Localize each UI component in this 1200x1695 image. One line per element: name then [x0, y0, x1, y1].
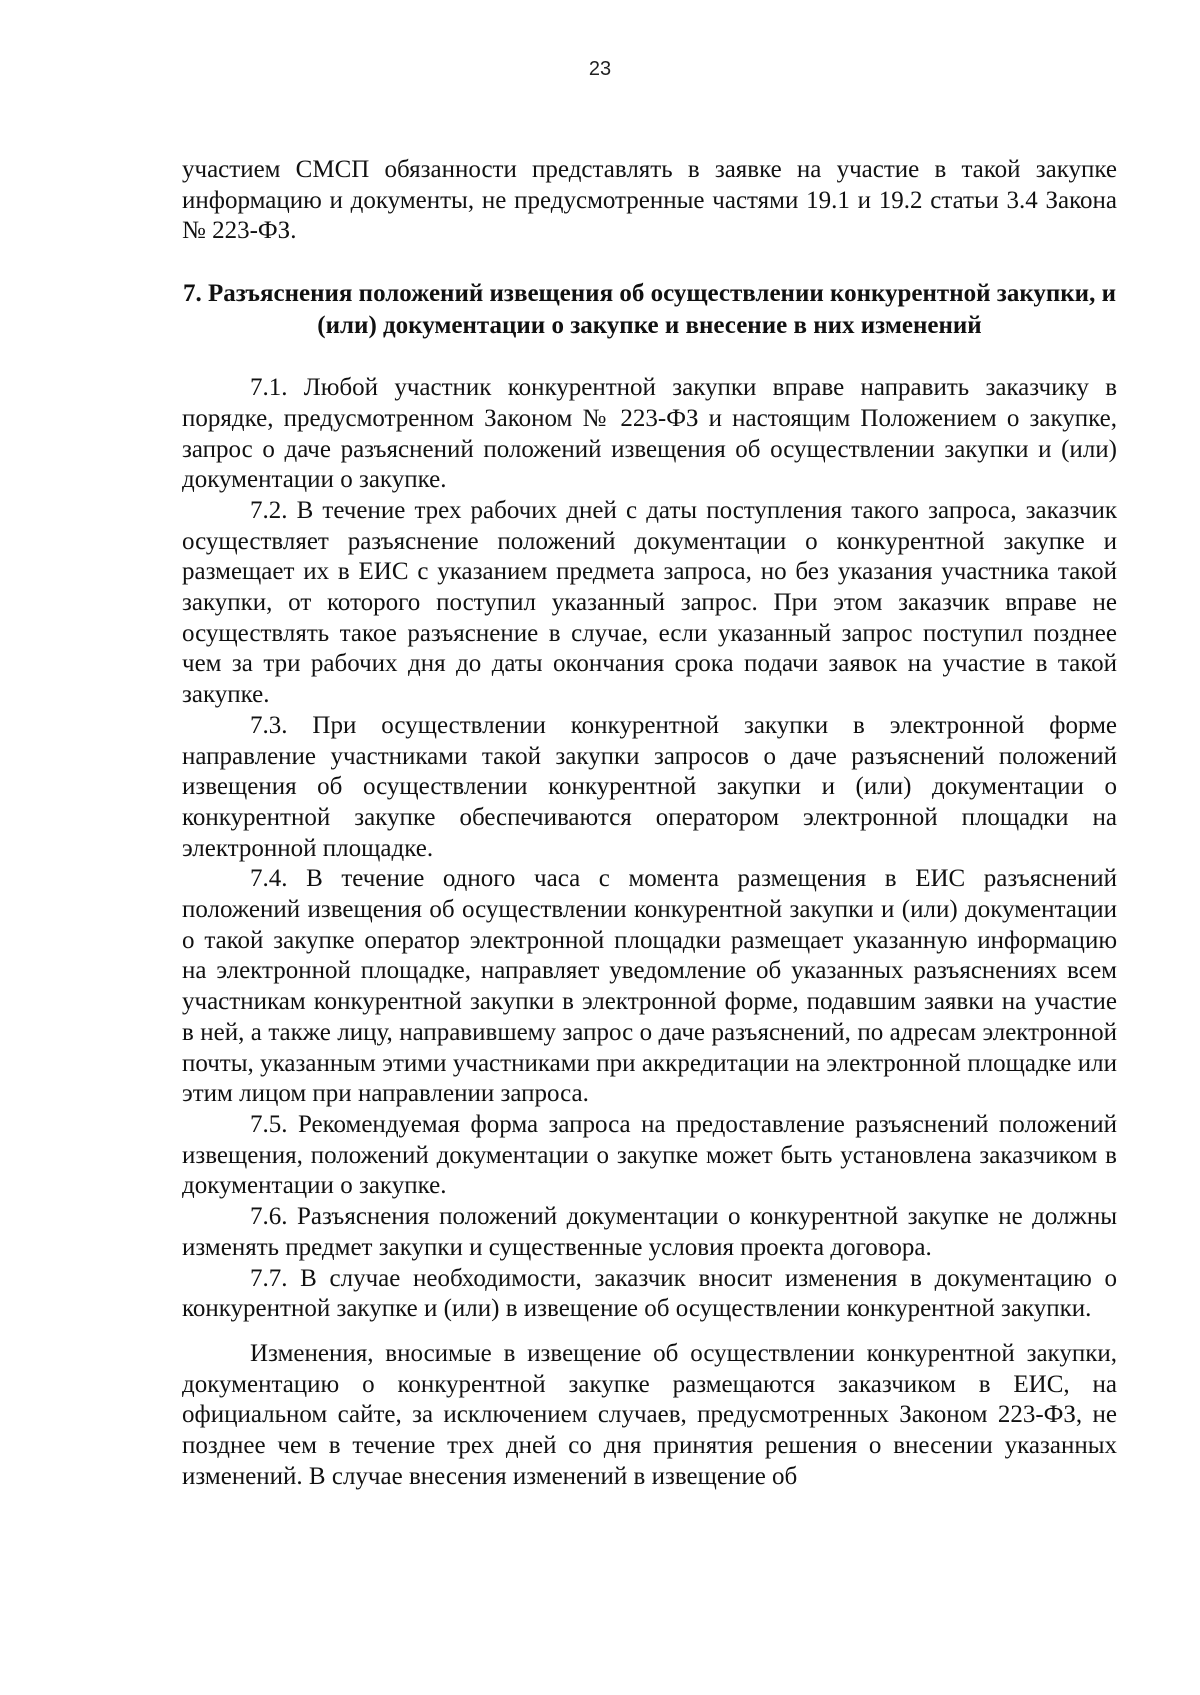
document-body — [182, 155, 1117, 1492]
paragraph-7-4: 7.4. В течение одного часа с момента размещения в ЕИС разъяснений положений извещения об осуществлении конкурентной закупки и (или) документации о такой закупке оператор электронной площадки размещает указанную информацию на электронной площадке, направляет уведомление об указанных разъяснениях всем участникам конкурентной закупки в электронной форме, подавшим заявки на участие в ней, а также лицу, направившему запрос о даче разъяснений, по адресам электронной почты, указанным этими участниками при аккредитации на электронной площадке или этим лицом при направлении запроса. — [182, 865, 1117, 1108]
paragraph-7-1: 7.1. Любой участник конкурентной закупки вправе направить заказчику в порядке, предусмотренном Законом № 223-ФЗ и настоящим Положением о закупке, запрос о даче разъяснений положений извещения об осуществлении закупки и (или) документации о закупке. — [182, 374, 1117, 494]
paragraph-7-3: 7.3. При осуществлении конкурентной закупки в электронной форме направление участниками такой закупки запросов о даче разъяснений положений извещения об осуществлении конкурентной закупки и (или) документации о конкурентной закупке обеспечиваются оператором электронной площадки на электронной площадке. — [182, 711, 1117, 862]
closing-paragraph: Изменения, вносимые в извещение об осуществлении конкурентной закупки, документацию о конкурентной закупке размещаются заказчиком в ЕИС, на официальном сайте, за исключением случаев, предусмотренных Законом 223-ФЗ, не позднее чем в течение трех дней со дня принятия решения о внесении указанных изменений. В случае внесения изменений в извещение об — [182, 1339, 1117, 1490]
intro-paragraph: участием СМСП обязанности представлять в заявке на участие в такой закупке информацию и документы, не предусмотренные частями 19.1 и 19.2 статьи 3.4 Закона № 223-ФЗ. — [182, 156, 1117, 245]
section-heading: 7. Разъяснения положений извещения об осуществлении конкурентной закупки, и (или) документации о закупке и внесение в них изменений — [183, 280, 1116, 340]
paragraph-7-7: 7.7. В случае необходимости, заказчик вносит изменения в документацию о конкурентной закупке и (или) в извещение об осуществлении конкурентной закупки. — [182, 1264, 1117, 1323]
paragraph-7-2: 7.2. В течение трех рабочих дней с даты поступления такого запроса, заказчик осуществляет разъяснение положений документации о конкурентной закупке и размещает их в ЕИС с указанием предмета запроса, но без указания участника такой закупки, от которого поступил указанный запрос. При этом заказчик вправе не осуществлять такое разъяснение в случае, если указанный запрос поступил позднее чем за три рабочих дня до даты окончания срока подачи заявок на участие в такой закупке. — [182, 496, 1117, 709]
paragraph-7-6: 7.6. Разъяснения положений документации о конкурентной закупке не должны изменять предмет закупки и существенные условия проекта договора. — [182, 1203, 1117, 1261]
paragraph-7-5: 7.5. Рекомендуемая форма запроса на предоставление разъяснений положений извещения, положений документации о закупке может быть установлена заказчиком в документации о закупке. — [182, 1110, 1117, 1200]
page-number: 23 — [588, 58, 612, 80]
